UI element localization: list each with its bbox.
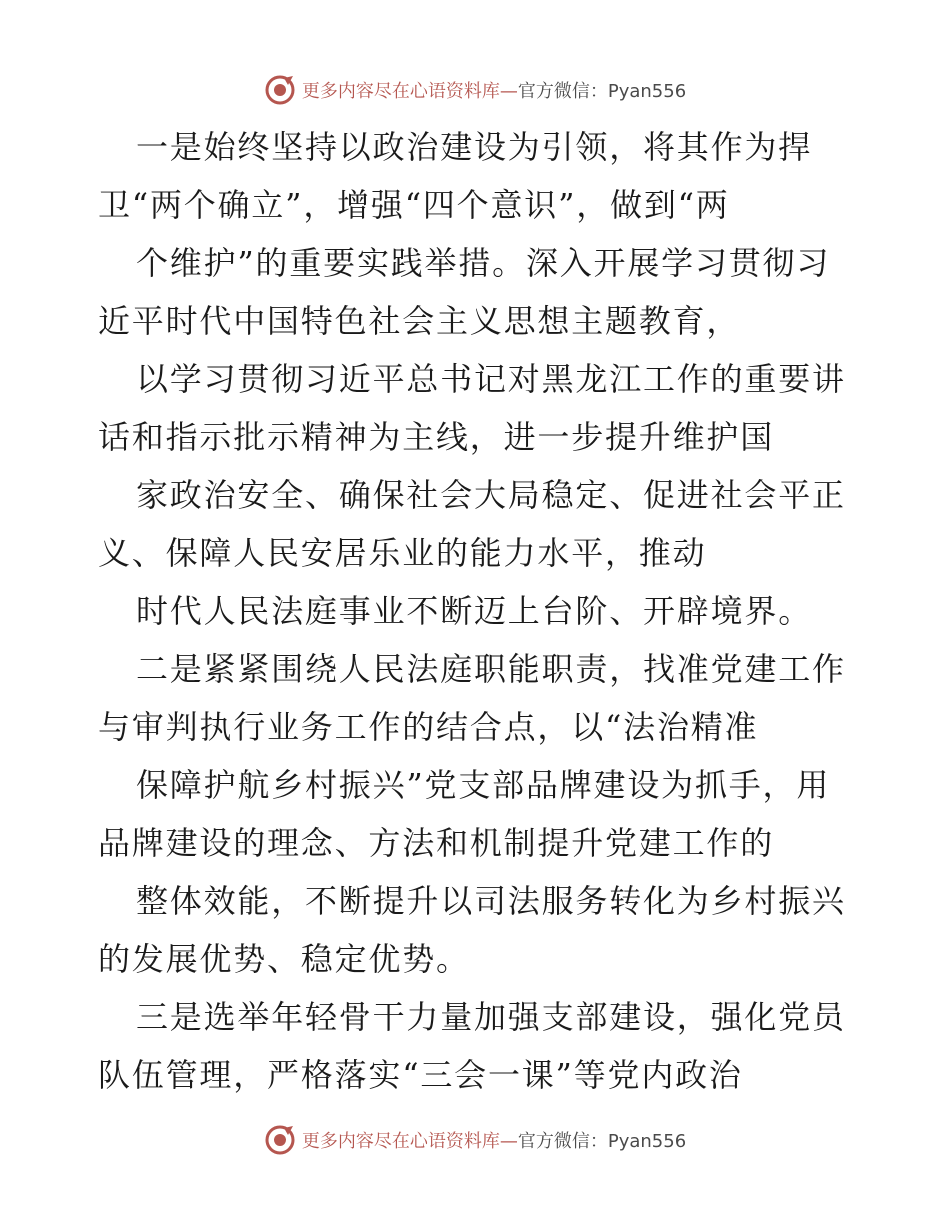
banner-site: 更多内容尽在心语资料库— xyxy=(301,1131,518,1152)
text-line: 义、保障人民安居乐业的能力水平，推动 xyxy=(98,534,707,572)
banner-site: 更多内容尽在心语资料库— xyxy=(301,81,518,102)
text-line: 近平时代中国特色社会主义思想主题教育， xyxy=(98,302,741,340)
footer-banner xyxy=(0,1120,950,1160)
banner-text xyxy=(302,77,686,103)
banner-wechat: 官方微信：Pyan556 xyxy=(517,81,687,102)
text-line: 卫“两个确立”，增强“四个意识”，做到“两 xyxy=(98,186,730,224)
banner-text xyxy=(302,1127,686,1153)
text-line: 个维护”的重要实践举措。深入开展学习贯彻习 xyxy=(136,244,831,282)
text-line: 与审判执行业务工作的结合点，以“法治精准 xyxy=(98,708,759,746)
text-line: 时代人民法庭事业不断迈上台阶、开辟境界。 xyxy=(136,592,813,630)
logo-icon xyxy=(264,74,296,106)
text-line: 的发展优势、稳定优势。 xyxy=(98,940,470,978)
banner-wechat: 官方微信：Pyan556 xyxy=(517,1131,687,1152)
text-line: 二是紧紧围绕人民法庭职能职责，找准党建工作 xyxy=(136,650,846,688)
text-line: 保障护航乡村振兴”党支部品牌建设为抓手，用 xyxy=(136,766,831,804)
text-line: 三是选举年轻骨干力量加强支部建设，强化党员 xyxy=(136,998,846,1036)
text-line: 品牌建设的理念、方法和机制提升党建工作的 xyxy=(98,824,775,862)
logo-icon xyxy=(264,1124,296,1156)
document-body xyxy=(98,118,858,1104)
text-line: 家政治安全、确保社会大局稳定、促进社会平正 xyxy=(136,476,846,514)
text-line: 整体效能，不断提升以司法服务转化为乡村振兴 xyxy=(136,882,846,920)
text-line: 队伍管理，严格落实“三会一课”等党内政治 xyxy=(98,1056,743,1094)
text-line: 一是始终坚持以政治建设为引领，将其作为捍 xyxy=(136,128,813,166)
header-banner xyxy=(0,70,950,110)
text-line: 以学习贯彻习近平总书记对黑龙江工作的重要讲 xyxy=(136,360,846,398)
text-line: 话和指示批示精神为主线，进一步提升维护国 xyxy=(98,418,775,456)
